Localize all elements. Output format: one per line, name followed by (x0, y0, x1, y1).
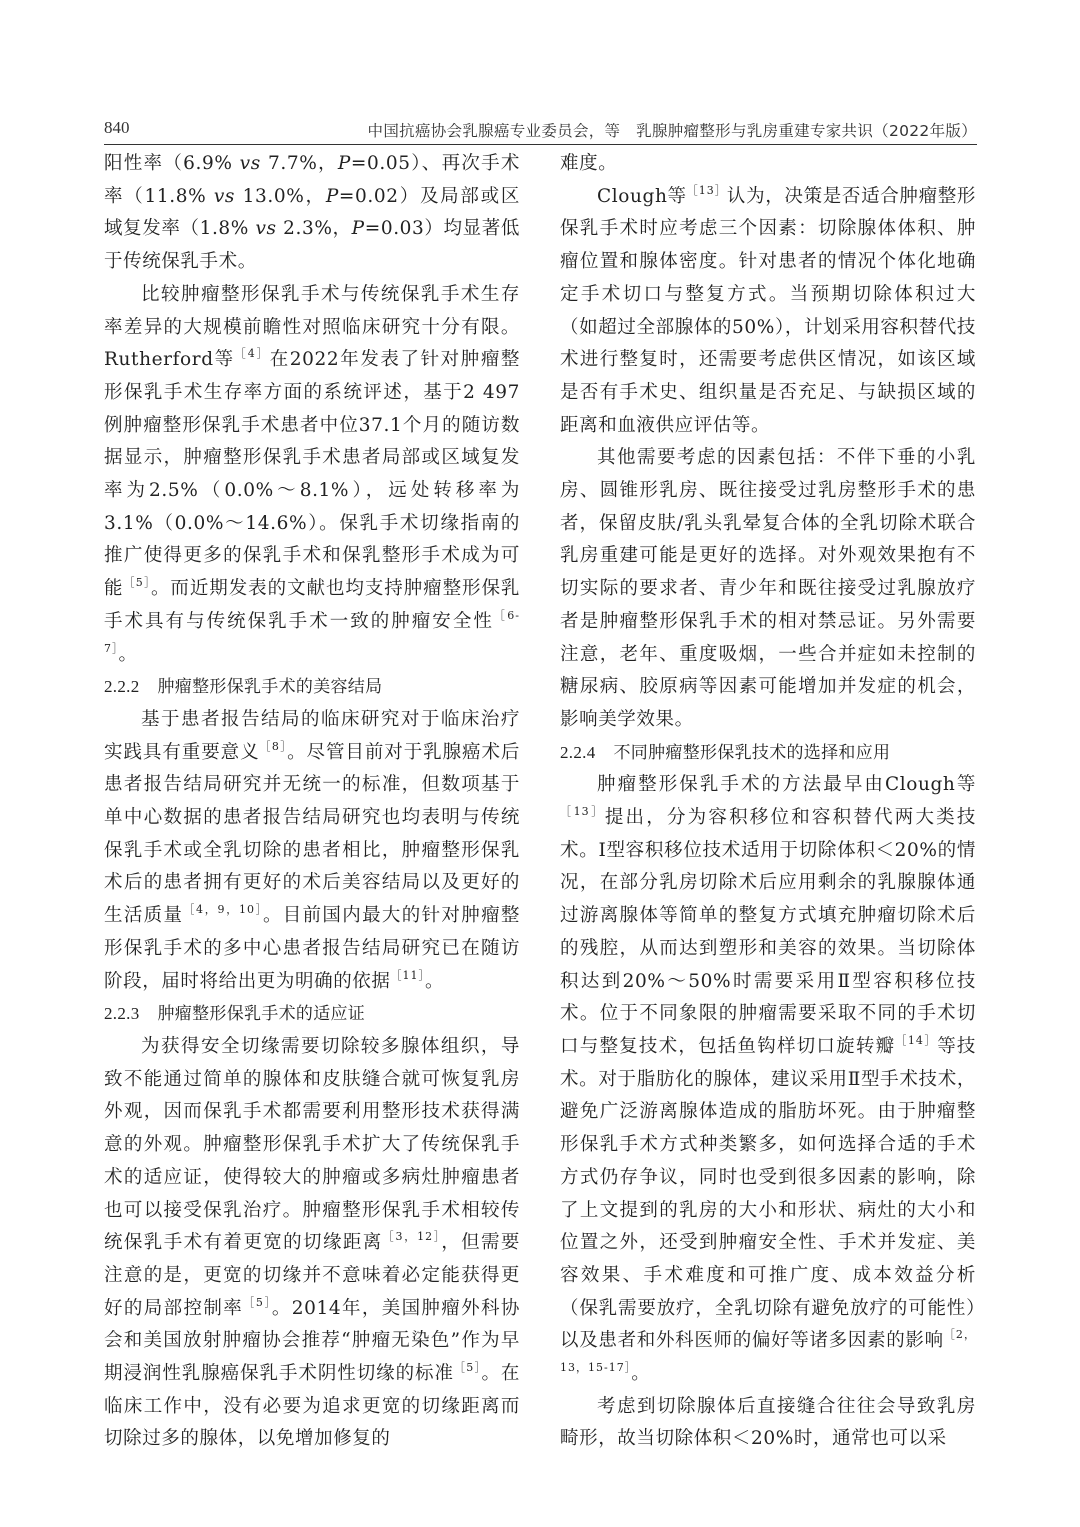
paragraph: 为获得安全切缘需要切除较多腺体组织，导致不能通过简单的腺体和皮肤缝合就可恢复乳房外观，因而保乳手术都需要利用整形技术获得满意的外观。肿瘤整形保乳手术扩大了传统保乳手术的适应证，使得较大的肿瘤或多病灶肿瘤患者也可以接受保乳治疗。肿瘤整形保乳手术相较传统保乳手术有着更宽的切缘距离$^{[3,12]}$，但需要注意的是，更宽的切缘并不意味着必定能获得更好的局部控制率$^{[5]}$。2014年，美国肿瘤外科协会和美国放射肿瘤协会推荐“肿瘤无染色”作为早期浸润性乳腺癌保乳手术阴性切缘的标准$^{[5]}$。在临床工作中，没有必要为追求更宽的切缘距离而切除过多的腺体，以免增加修复的 (104, 1035, 521, 1450)
paragraph: 肿瘤整形保乳手术的方法最早由Clough等$^{[13]}$提出，分为容积移位和容积替代两大类技术。I型容积移位技术适用于切除体积＜20%的情况，在部分乳房切除术后应用剩余的乳腺腺体通过游离腺体等简单的整复方式填充肿瘤切除术后的残腔，从而达到塑形和美容的效果。当切除体积达到20%～50%时需要采用Ⅱ型容积移位技术。位于不同象限的肿瘤需要采取不同的手术切口与整复技术，包括鱼钩样切口旋转瓣$^{[14]}$等技术。对于脂肪化的腺体，建议采用Ⅱ型手术技术，避免广泛游离腺体造成的脂肪坏死。由于肿瘤整形保乳手术方式种类繁多，如何选择合适的手术方式仍存争议，同时也受到很多因素的影响，除了上文提到的乳房的大小和形状、病灶的大小和位置之外，还受到肿瘤安全性、手术并发症、美容效果、手术难度和可推广度、成本效益分析（保乳需要放疗，全乳切除有避免放疗的可能性）以及患者和外科医师的偏好等诸多因素的影响$^{[2,13,15-17]}$。 (560, 774, 977, 1385)
citation: ［6-7］ (104, 608, 520, 655)
paragraph: 难度。 (560, 153, 618, 174)
page-number: 840 (104, 118, 130, 137)
paragraph: 阳性率（6.9% vs 7.7%，P=0.05）、再次手术率（11.8% vs 13.0%，P=0.02）及局部或区域复发率（1.8% vs 2.3%，P=0.03）均显著低于传统保乳手术。 (104, 153, 521, 273)
citation: ［5］ (453, 1361, 482, 1375)
citation: ［2，13，15-17］ (560, 1328, 976, 1375)
paragraph: 考虑到切除腺体后直接缝合往往会导致乳房畸形，故当切除体积＜20%时，通常也可以采 (560, 1395, 976, 1450)
right-column (560, 148, 976, 1456)
citation: ［13］ (686, 183, 727, 197)
citation: ［5］ (123, 576, 151, 590)
citation: ［11］ (390, 968, 426, 982)
running-title: 中国抗癌协会乳腺癌专业委员会，等 乳腺肿瘤整形与乳房重建专家共识（2022年版） (367, 122, 977, 140)
citation: ［8］ (259, 739, 288, 753)
citation: ［14］ (895, 1033, 938, 1047)
citation: ［13］ (560, 805, 605, 819)
citation: ［5］ (243, 1295, 272, 1309)
citation: ［3，12］ (382, 1230, 442, 1244)
paragraph: Clough等$^{[13]}$认为，决策是否适合肿瘤整形保乳手术时应考虑三个因素：切除腺体体积、肿瘤位置和腺体密度。针对患者的情况个体化地确定手术切口与整复方式。当预期切除体积过大（如超过全部腺体的50%），计划采用容积替代技术进行整复时，还需要考虑供区情况，如该区域是否有手术史、组织量是否充足、与缺损区域的距离和血液供应评估等。 (560, 183, 976, 436)
citation: ［4］ (234, 347, 270, 361)
left-column (104, 148, 520, 1456)
section-heading: 2.2.2 肿瘤整形保乳手术的美容结局 (104, 677, 383, 698)
section-heading: 2.2.4 不同肿瘤整形保乳技术的选择和应用 (560, 742, 891, 763)
section-heading: 2.2.3 肿瘤整形保乳手术的适应证 (104, 1004, 366, 1025)
running-header (104, 116, 977, 145)
paragraph: 其他需要考虑的因素包括：不伴下垂的小乳房、圆锥形乳房、既往接受过乳房整形手术的患者，保留皮肤/乳头乳晕复合体的全乳切除术联合乳房重建可能是更好的选择。对外观效果抱有不切实际的要求者、青少年和既往接受过乳腺放疗者是肿瘤整形保乳手术的相对禁忌证。另外需要注意，老年、重度吸烟，一些合并症如未控制的糖尿病、胶原病等因素可能增加并发症的机会，影响美学效果。 (560, 447, 976, 730)
citation: ［4，9，10］ (183, 903, 263, 917)
paragraph: 基于患者报告结局的临床研究对于临床治疗实践具有重要意义$^{[8]}$。尽管目前对于乳腺癌术后患者报告结局研究并无统一的标准，但数项基于单中心数据的患者报告结局研究也均表明与传统保乳手术或全乳切除的患者相比，肿瘤整形保乳术后的患者拥有更好的术后美容结局以及更好的生活质量$^{[4,9,10]}$。目前国内最大的针对肿瘤整形保乳手术的多中心患者报告结局研究已在随访阶段，届时将给出更为明确的依据$^{[11]}$。 (104, 708, 521, 992)
paragraph: 比较肿瘤整形保乳手术与传统保乳手术生存率差异的大规模前瞻性对照临床研究十分有限。Rutherford等$^{[4]}$在2022年发表了针对肿瘤整形保乳手术生存率方面的系统评述，基于2 497例肿瘤整形保乳手术患者中位37.1个月的随访数据显示，肿瘤整形保乳手术患者局部或区域复发率为2.5%（0.0%～8.1%），远处转移率为3.1%（0.0%～14.6%）。保乳手术切缘指南的推广使得更多的保乳手术和保乳整形手术成为可能$^{[5]}$。而近期发表的文献也均支持肿瘤整形保乳手术具有与传统保乳手术一致的肿瘤安全性$^{[6-7]}$。 (104, 283, 521, 665)
